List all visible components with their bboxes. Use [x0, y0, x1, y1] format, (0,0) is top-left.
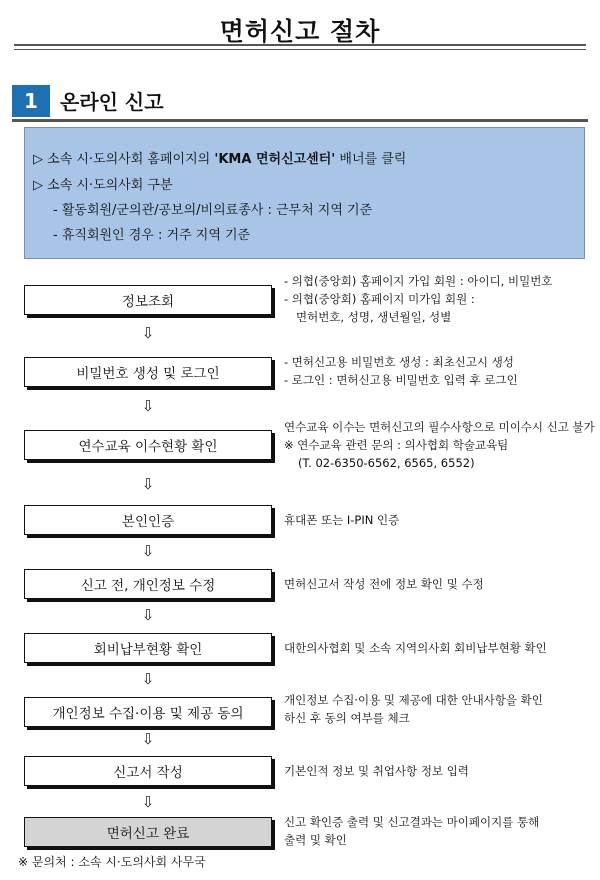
step-info-lookup-desc [284, 272, 590, 326]
step-fee-payment-status-desc [284, 639, 590, 657]
desc-line: 기본인적 정보 및 취업사항 정보 입력 [284, 764, 469, 778]
desc-line: - 의협(중앙회) 홈페이지 미가입 회원 : [284, 292, 475, 306]
step-privacy-consent: 개인정보 수집·이용 및 제공 동의 [24, 697, 272, 727]
down-arrow-icon: ⇩ [141, 793, 155, 811]
desc-line: - 면허신고용 비밀번호 생성 : 최초신고시 생성 [284, 355, 514, 369]
step-report-complete-desc [284, 813, 590, 849]
desc-line: ※ 연수교육 관련 문의 : 의사협회 학술교육팀 [284, 438, 509, 452]
info-line-1 [33, 148, 406, 167]
desc-line: 신고 확인증 출력 및 신고결과는 마이페이지를 통해 [284, 815, 540, 829]
info-box [24, 127, 585, 259]
desc-line: 면허번호, 성명, 생년월일, 성별 [296, 310, 452, 324]
step-identity-verification: 본인인증 [24, 505, 272, 535]
step-edit-personal-info: 신고 전, 개인정보 수정 [24, 569, 272, 599]
page-title: 면허신고 절차 [219, 17, 381, 46]
down-arrow-icon: ⇩ [141, 397, 155, 415]
down-arrow-icon: ⇩ [141, 606, 155, 624]
section-rule [12, 119, 588, 122]
down-arrow-icon: ⇩ [141, 475, 155, 493]
info-line-1-suffix: 배너를 클릭 [339, 152, 407, 167]
step-fee-payment-status: 회비납부현황 확인 [24, 633, 272, 663]
desc-line: 대한의사협회 및 소속 지역의사회 회비납부현황 확인 [284, 641, 547, 655]
desc-line: 면허신고서 작성 전에 정보 확인 및 수정 [284, 577, 484, 591]
section-title: 온라인 신고 [60, 90, 164, 114]
step-info-lookup: 정보조회 [24, 285, 272, 315]
info-line-1-prefix: ▷ 소속 시·도의사회 홈페이지의 [33, 152, 211, 167]
desc-line: 하신 후 동의 여부를 체크 [284, 711, 410, 725]
step-report-complete: 면허신고 완료 [24, 817, 272, 847]
step-write-report-desc [284, 762, 590, 780]
down-arrow-icon: ⇩ [141, 542, 155, 560]
info-line-3: - 활동회원/군의관/공보의/비의료종사 : 근무처 지역 기준 [53, 203, 373, 218]
contact-note: ※ 문의처 : 소속 시·도의사회 사무국 [18, 855, 206, 869]
info-line-4: - 휴직회원인 경우 : 거주 지역 기준 [53, 228, 251, 243]
step-privacy-consent-desc [284, 691, 590, 727]
desc-line: 출력 및 확인 [284, 833, 347, 847]
desc-line: (T. 02-6350-6562, 6565, 6552) [298, 456, 475, 470]
section-number: 1 [12, 85, 50, 117]
desc-line: - 의협(중앙회) 홈페이지 가입 회원 : 아이디, 비밀번호 [284, 274, 553, 288]
down-arrow-icon: ⇩ [141, 670, 155, 688]
desc-line: 연수교육 이수는 면허신고의 필수사항으로 미이수시 신고 불가 [284, 420, 595, 434]
step-password-login: 비밀번호 생성 및 로그인 [24, 357, 272, 387]
step-password-login-desc [284, 353, 590, 389]
info-line-2: ▷ 소속 시·도의사회 구분 [33, 178, 173, 193]
kma-center-banner-name: 'KMA 면허신고센터' [214, 152, 336, 167]
step-edit-personal-info-desc [284, 575, 590, 593]
step-training-status: 연수교육 이수현황 확인 [24, 430, 272, 460]
title-rule-thick [14, 44, 586, 46]
step-write-report: 신고서 작성 [24, 756, 272, 786]
desc-line: 개인정보 수집·이용 및 제공에 대한 안내사항을 확인 [284, 693, 543, 707]
title-rule-thin [14, 49, 586, 50]
down-arrow-icon: ⇩ [141, 730, 155, 748]
step-identity-verification-desc [284, 511, 590, 529]
down-arrow-icon: ⇩ [141, 324, 155, 342]
desc-line: 휴대폰 또는 I-PIN 인증 [284, 513, 400, 527]
desc-line: - 로그인 : 면허신고용 비밀번호 입력 후 로그인 [284, 373, 518, 387]
step-training-status-desc [284, 418, 595, 472]
